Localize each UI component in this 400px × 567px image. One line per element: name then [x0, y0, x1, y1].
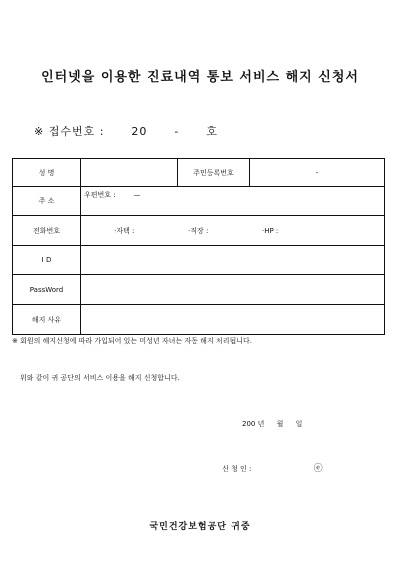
- name-label: 성 명: [13, 159, 81, 187]
- receipt-label: ※ 접수번호 :: [34, 125, 105, 138]
- application-form-table: [12, 158, 385, 335]
- rrn-value[interactable]: -: [250, 159, 385, 187]
- name-row: [13, 159, 385, 187]
- id-row: [13, 246, 385, 275]
- name-value[interactable]: [81, 159, 178, 187]
- reason-value[interactable]: [81, 305, 385, 335]
- password-label: PassWord: [13, 275, 81, 305]
- date-month: 월: [276, 420, 284, 428]
- auto-cancel-note: ※ 회원의 해지신청에 따라 가입되어 있는 미성년 자녀는 자동 해지 처리됩니다.: [12, 337, 252, 345]
- address-row: [13, 187, 385, 216]
- receipt-dash: -: [174, 125, 180, 138]
- applicant-label: 신 청 인 :: [222, 465, 252, 473]
- phone-home: ·자택 :: [114, 226, 135, 235]
- phone-work: ·직장 :: [188, 226, 209, 235]
- password-row: [13, 275, 385, 305]
- zip-dash: —: [133, 191, 141, 199]
- phone-value[interactable]: [81, 216, 385, 246]
- password-value[interactable]: [81, 275, 385, 305]
- rrn-label: 주민등록번호: [178, 159, 250, 187]
- address-label: 주 소: [13, 187, 81, 216]
- zip-code: [84, 191, 140, 199]
- form-title: 인터넷을 이용한 진료내역 통보 서비스 해지 신청서: [41, 70, 359, 85]
- phone-mobile: ·HP :: [262, 226, 279, 235]
- receipt-suffix: 호: [206, 125, 219, 138]
- receipt-year: 20: [131, 125, 148, 138]
- id-label: I D: [13, 246, 81, 275]
- date-year: 200 년: [242, 420, 265, 428]
- receipt-number: [34, 123, 218, 139]
- phone-label: 전화번호: [13, 216, 81, 246]
- seal-mark-icon: ⓔ: [313, 464, 323, 474]
- id-value[interactable]: [81, 246, 385, 275]
- application-date: [242, 419, 312, 429]
- date-day: 일: [295, 420, 303, 428]
- applicant-signature: [222, 461, 323, 474]
- reason-label: 해지 사유: [13, 305, 81, 335]
- zip-label: 우편번호 :: [84, 191, 116, 199]
- reason-row: [13, 305, 385, 335]
- confirmation-statement: 위와 같이 귀 공단의 서비스 이용을 해지 신청합니다.: [20, 374, 180, 382]
- recipient: 국민건강보험공단 귀중: [149, 522, 251, 532]
- phone-row: [13, 216, 385, 246]
- address-value[interactable]: [81, 187, 385, 216]
